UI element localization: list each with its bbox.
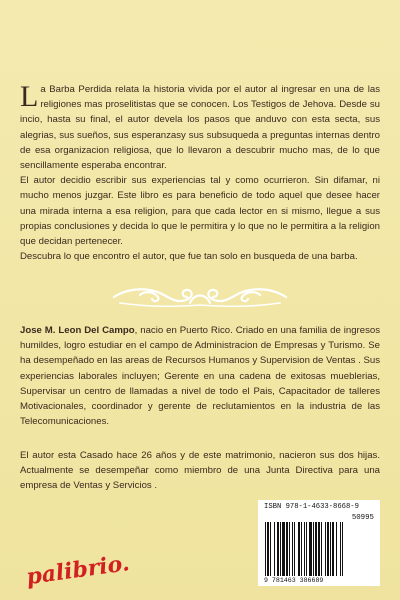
isbn-number: ISBN 978-1-4633-8668-9 bbox=[264, 503, 359, 511]
price-code: 50995 bbox=[351, 514, 374, 522]
synopsis-block bbox=[20, 82, 380, 264]
bio-text-1: , nacio en Puerto Rico. Criado en una familia de ingresos humildes, logro estudiar en el campo de Administracion de Empresas y Turismo. Se ha desempeñado en las areas de Recursos Humanos y Supervision de Ventas . Sus experiencias laborales incluyen; Gerente en una cadena de exitosas mueblerias, Supervisar un centro de llamadas a nivel de todo el Pais, Capacitador de talleres Motivacionales, coordinador y gerente de reclutamientos en la industria de las Telecomunicaciones. bbox=[20, 325, 380, 428]
author-name: Jose M. Leon Del Campo bbox=[20, 325, 135, 336]
author-family-block bbox=[20, 448, 380, 494]
palibrio-logo bbox=[22, 550, 132, 590]
isbn-barcode bbox=[258, 500, 380, 586]
synopsis-text-1: a Barba Perdida relata la historia vivida por el autor al ingresar en una de las religiones mas proselitistas que se conocen. Los Testigos de Jehova. Desde su incio, hasta su final, el autor develа los pasos que anduvo con esta secta, sus alegrias, sus sueños, sus esperanzasy sus subsuqueda a preguntas internas dentro de esa organizacion religiosa, que lo llevaron a descubrir mucho mas, de lo que sencillamente esperaba encontrar. bbox=[20, 84, 380, 172]
bio-paragraph-2: El autor esta Casado hace 26 años y de este matrimonio, nacieron sus dos hijas. Actualmente se desempeñar como miembro de una Junta Directiva para una empresa de Ventas y Servicios . bbox=[20, 450, 380, 492]
barcode-digits: 9 781463 386689 bbox=[264, 577, 324, 584]
synopsis-paragraph-2: El autor decidio escribir sus experiencias tal y como ocurrieron. Sin difamar, ni mucho menos juzgar. Este libro es para beneficio de todo aquel que desee hacer una mirada interna a esa religion, para que cada lector en si mismo, llegue a sus propias conclusiones y decida lo que le permitira y lo que no le permitira a la religion que decidan pertenecer. bbox=[20, 175, 380, 248]
flourish-ornament bbox=[110, 283, 290, 309]
bio-paragraph-1 bbox=[20, 323, 380, 429]
svg-text:palibrio.: palibrio. bbox=[24, 550, 132, 590]
synopsis-paragraph-3: Descubra lo que encontro el autor, que fue tan solo en busqueda de una barba. bbox=[20, 251, 358, 263]
drop-cap: L bbox=[20, 80, 39, 113]
synopsis-paragraph-1 bbox=[20, 82, 380, 173]
author-bio-block bbox=[20, 323, 380, 429]
barcode-icon bbox=[264, 522, 374, 576]
